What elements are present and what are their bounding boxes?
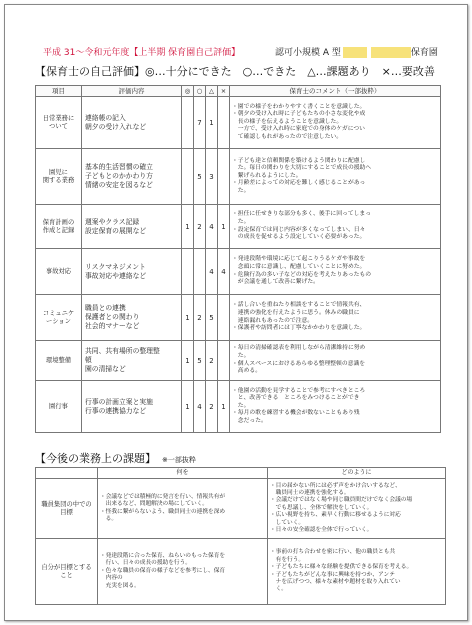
comment-line: 念だった。 xyxy=(232,417,267,424)
rating-count-cross: 4 xyxy=(218,249,230,295)
rating-count-cross xyxy=(218,295,230,341)
task-how-line: ・子どもたちがどんな事に興味を持つか、アンテ xyxy=(270,571,395,578)
comment-line: ・園での様子をわかりやすく書くことを意識した。 xyxy=(232,103,366,110)
comment-line: ・発達段階や環境に応じて起こりうるケガや事故を xyxy=(232,256,366,263)
comment-line: た。 xyxy=(232,187,250,194)
rating-count-triangle: 5 xyxy=(206,295,218,341)
column-header: △ xyxy=(206,86,218,97)
task-how xyxy=(268,479,446,539)
comment-line: ・朝夕の受け入れ時に子どもたちの小さな変化や成 xyxy=(232,111,366,118)
evaluation-content xyxy=(82,249,182,295)
evaluation-item xyxy=(36,97,82,149)
task-how-line: でも思議し、全体で解決をしていく。 xyxy=(270,504,373,511)
table-row xyxy=(36,341,441,381)
rating-count-triangle: 3 xyxy=(206,149,218,205)
rating-count-triangle: 4 xyxy=(206,249,218,295)
content-line: 情緒の安定を図るなど xyxy=(85,181,153,189)
evaluation-content xyxy=(82,381,182,433)
content-line: 基本的生活習慣の確立 xyxy=(85,163,153,171)
item-label-line: 園児に xyxy=(49,168,68,176)
evaluation-item xyxy=(36,381,82,433)
staff-comment xyxy=(230,295,441,341)
item-label-line: 事故対応 xyxy=(45,267,72,275)
task-how-line: ・広い視野を持ち、素早く行動に移せるように対応 xyxy=(270,512,401,519)
comment-line: た。 xyxy=(232,218,250,225)
task-category-line: 職員集団の中での xyxy=(41,500,92,508)
comment-line: と、改善できる ところをみつけることができ xyxy=(232,395,360,402)
task-how-line: ・会議だけではなく場や同じ職員間だけでなく会議の場 xyxy=(270,497,413,504)
comment-line: ・担任に任せきりな部分も多く、後手に回ってしまっ xyxy=(232,211,372,218)
self-evaluation-table xyxy=(35,85,441,433)
item-label-line: 園行事 xyxy=(49,402,68,410)
content-line: 行事の計画立案と実施 xyxy=(85,397,153,406)
future-tasks-table xyxy=(35,467,446,605)
evaluation-item xyxy=(36,249,82,295)
comment-line: 連絡漏れもあったので注意。 xyxy=(232,317,314,324)
rating-count-single: 2 xyxy=(194,295,206,341)
content-line: リスクマネジメント xyxy=(85,262,146,271)
rating-count-cross xyxy=(218,149,230,205)
item-label-line: コミュニケ xyxy=(42,309,75,317)
column-header: 保育士のコメント（一部抜粋） xyxy=(230,86,441,97)
task-category-line: こと xyxy=(60,571,73,579)
future-tasks-title: 【今後の業務上の課題】 xyxy=(35,452,156,465)
task-what xyxy=(98,479,268,539)
table-row xyxy=(36,539,446,605)
task-how-line: 職員同士の連携を強化する。 xyxy=(270,489,350,496)
evaluation-content xyxy=(82,149,182,205)
comment-line: ・設定保育では同じ内容が多くなってしまい、日々 xyxy=(232,226,366,233)
table-row xyxy=(36,97,441,149)
column-header xyxy=(36,468,98,479)
content-line: 職員との連携 xyxy=(85,304,126,312)
document-sheet xyxy=(4,4,468,621)
facility-name xyxy=(275,45,438,58)
task-category-line: 自分が目標とする xyxy=(41,563,92,571)
staff-comment xyxy=(230,149,441,205)
item-label-line: ーション xyxy=(46,317,71,325)
redacted-name-highlight-2 xyxy=(371,47,411,58)
content-line: 事故対応や連絡など xyxy=(85,271,147,280)
task-what xyxy=(98,539,268,605)
staff-comment xyxy=(230,249,441,295)
comment-line: の成長を促せるよう設定していく必要があった。 xyxy=(232,234,366,241)
comment-line: ・毎日の清掃確認表を利用しながら清潔維持に努め xyxy=(232,345,366,352)
comment-line: 長の様子を伝えるようことを意識した。 xyxy=(232,118,343,125)
content-line: 週案やクラス記録 xyxy=(85,217,140,226)
redacted-name-highlight xyxy=(343,47,367,58)
rating-count-double: 1 xyxy=(182,381,194,433)
task-what-line: ・発達段階に合った保育、ねらいのもった保育を xyxy=(100,552,226,559)
column-header: 項目 xyxy=(36,86,82,97)
comment-line: ・保護者や訪問者には丁寧なかかわりを意識した。 xyxy=(232,325,366,332)
comment-line: 念頭に常に意識し、配慮していくことに努めた。 xyxy=(232,263,366,270)
self-evaluation-heading: 【保育士の自己評価】◎…十分にできた ○…できた △…課題あり ×…要改善 xyxy=(35,65,435,78)
rating-count-single: 5 xyxy=(194,341,206,381)
task-how-line: していく。 xyxy=(270,519,305,526)
rating-count-cross: 1 xyxy=(218,381,230,433)
comment-line: が会議を通して改善に繋げた。 xyxy=(232,279,319,286)
staff-comment xyxy=(230,97,441,149)
staff-comment xyxy=(230,205,441,249)
evaluation-content xyxy=(82,295,182,341)
content-line: 社会的マナーなど xyxy=(85,322,140,330)
task-how-line: ・子どもたちに様々な経験を提供できる保育を考える。 xyxy=(270,564,413,571)
table-header-row xyxy=(36,86,441,97)
comment-line: ・他園の活動を見学することで参考にすべきところ xyxy=(232,387,366,394)
evaluation-content xyxy=(82,205,182,249)
content-line: 連絡帳の記入 xyxy=(85,113,126,122)
column-header: 評価内容 xyxy=(82,86,182,97)
rating-count-double xyxy=(182,249,194,295)
item-label-line: 日常業務に xyxy=(42,114,75,122)
rating-count-double: 1 xyxy=(182,205,194,249)
rating-count-double xyxy=(182,97,194,149)
rating-count-cross xyxy=(218,97,230,149)
task-category-line: 目標 xyxy=(60,508,73,516)
table-row xyxy=(36,479,446,539)
task-what-line: る。 xyxy=(100,515,118,522)
column-header: ◎ xyxy=(182,86,194,97)
content-line: 頓 xyxy=(85,356,92,364)
task-what-line: 内容の xyxy=(100,575,123,582)
content-line: 共同、共有場所の整理整 xyxy=(85,347,160,355)
evaluation-content xyxy=(82,97,182,149)
rating-count-cross: 1 xyxy=(218,205,230,249)
facility-type: 認可小規模 A 型 xyxy=(275,48,341,58)
column-header: ○ xyxy=(194,86,206,97)
comment-line: ・個人スペースにおけるあらゆる整理整頓の意識を xyxy=(232,360,366,367)
rating-count-single xyxy=(194,249,206,295)
task-what-line: 行い、日々の成長の援助を行う。 xyxy=(100,560,191,567)
comment-line: 繋げられるようにした。 xyxy=(232,172,302,179)
column-header: 何を xyxy=(98,468,268,479)
table-row xyxy=(36,295,441,341)
facility-suffix: 保育園 xyxy=(410,48,438,58)
task-category xyxy=(36,539,98,605)
content-line: 園の清掃など xyxy=(85,365,126,373)
comment-line: ・月齢差によっての対応を難しく感じることがあっ xyxy=(232,180,366,187)
column-header: どのように xyxy=(268,468,446,479)
comment-line: 高める。 xyxy=(232,368,261,375)
comment-line: ・危険行為の多い子などの対応を考えたりあったもの xyxy=(232,271,372,278)
comment-line: ・子ども達と信頼関係を築けるよう関わりに配慮し xyxy=(232,157,366,164)
content-line: 朝夕の受け入れなど xyxy=(85,122,147,131)
rating-count-triangle: 4 xyxy=(206,205,218,249)
rating-count-triangle: 2 xyxy=(206,381,218,433)
item-label-line: 関する業務 xyxy=(42,176,75,184)
task-how xyxy=(268,539,446,605)
evaluation-item xyxy=(36,149,82,205)
task-how-line: く。 xyxy=(270,586,287,593)
future-tasks-heading xyxy=(35,450,196,466)
comment-line: 連携の強化を行えたように思う。休みの職員に xyxy=(232,309,360,316)
comment-line: 一方で、受け入れ時に家庭での身体のケガについ xyxy=(232,126,365,133)
comment-line: ・話し合いを重ねたり相談をすることで情報共有、 xyxy=(232,302,366,309)
rating-count-triangle: 2 xyxy=(206,341,218,381)
evaluation-content xyxy=(82,341,182,381)
comment-line: た。 xyxy=(232,352,250,359)
content-line: 設定保育の展開など xyxy=(85,226,147,235)
document-title: 平成 31～令和元年度【上半期 保育園自己評価】 xyxy=(43,48,241,58)
staff-comment xyxy=(230,341,441,381)
task-what-line: 充実を図る。 xyxy=(100,582,140,589)
comment-line: た。毎日の関わりを大切にすることで成長の援助へ xyxy=(232,165,372,172)
evaluation-item xyxy=(36,205,82,249)
task-how-line: ナを広げつつ、様々な素材や題材を取り入れてい xyxy=(270,578,401,585)
item-label-line: 作成と記録 xyxy=(42,226,75,234)
table-row xyxy=(36,149,441,205)
staff-comment xyxy=(230,381,441,433)
column-header: × xyxy=(218,86,230,97)
rating-count-double: 1 xyxy=(182,295,194,341)
task-what-line: ・色々な職員の保育の様子などを参考にし、保育 xyxy=(100,567,226,574)
rating-count-cross xyxy=(218,341,230,381)
rating-count-single: 4 xyxy=(194,381,206,433)
task-category xyxy=(36,479,98,539)
task-what-line: ・会議などでは積極的に発言を行い、情報共有が xyxy=(100,493,226,500)
task-how-line: ・目の届かない所には必ず声をかけ合いするなど、 xyxy=(270,482,401,489)
content-line: 保護者との関わり xyxy=(85,313,140,321)
rating-count-single: 2 xyxy=(194,205,206,249)
item-label-line: 保育計画の xyxy=(42,218,75,226)
rating-count-double xyxy=(182,149,194,205)
evaluation-item xyxy=(36,341,82,381)
table-row xyxy=(36,205,441,249)
task-how-line: ・事前の打ち合わせを密に行い、他の職員とも共 xyxy=(270,549,396,556)
task-how-line: ・日々の安全確認を全体で行っていく。 xyxy=(270,527,373,534)
comment-line: ・毎月の歌を練習する機会が数ないこともあり残 xyxy=(232,410,360,417)
rating-count-single: 5 xyxy=(194,149,206,205)
task-what-line: 出来るなど、問題解決の場にしていく。 xyxy=(100,501,208,508)
evaluation-item xyxy=(36,295,82,341)
tasks-header-row xyxy=(36,468,446,479)
future-tasks-note: ※一部抜粋 xyxy=(162,456,196,464)
item-label-line: 環境整備 xyxy=(45,356,72,364)
task-what-line: ・怪我に繋がらないよう、職員同士の連携を深め xyxy=(100,508,226,515)
table-row xyxy=(36,381,441,433)
task-how-line: 有を行う。 xyxy=(270,556,305,563)
table-row xyxy=(36,249,441,295)
rating-count-double: 1 xyxy=(182,341,194,381)
rating-count-triangle: 1 xyxy=(206,97,218,149)
content-line: 子どもとのかかわり方 xyxy=(85,172,153,180)
comment-line: て確認しもれがあったので注意したい。 xyxy=(232,133,343,140)
content-line: 行事の連携協力など xyxy=(85,406,147,415)
item-label-line: ついて xyxy=(49,122,68,130)
comment-line: た。 xyxy=(232,402,250,409)
rating-count-single: 7 xyxy=(194,97,206,149)
